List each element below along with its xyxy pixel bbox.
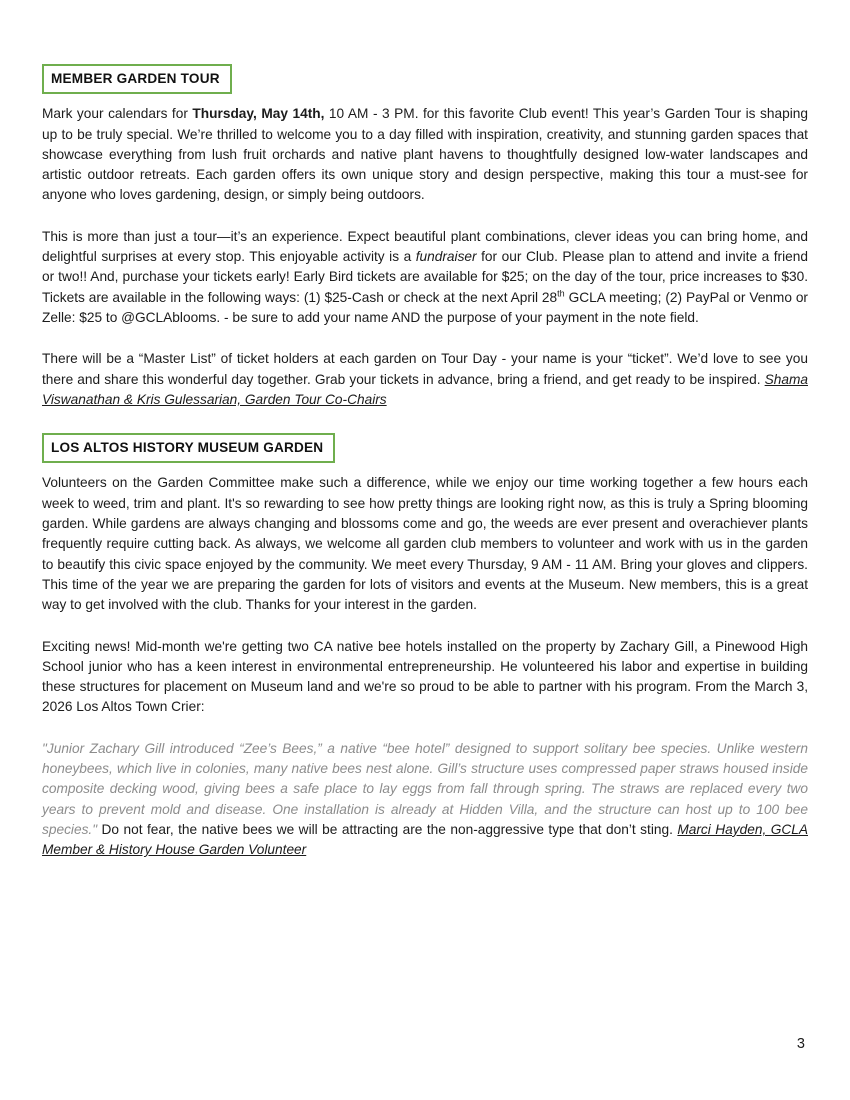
section-member-garden-tour <box>42 64 808 410</box>
text-run: "Junior Zachary Gill introduced “Zee’s Bees,” a native “bee hotel” designed to support solitary bee species. Unlike western honeybees, which live in colonies, many native bees nest alone. Gill’s structure uses compressed paper straws housed inside composite decking wood, giving bees a safe place to lay eggs from fall through spring. The straws are replaced every two years to prevent mold and disease. One installation is already at Hidden Villa, and the structure can host up to 100 bee species." <box>42 740 808 837</box>
text-run: for our Club. Please plan to attend and invite a friend or two!! And, purchase your tickets early! Early Bird tickets are available for $25; on the day of the tour, price increases to $30. Tickets are available in the following ways: (1) $25-Cash or check at the next April 28 <box>42 249 808 305</box>
text-run: fundraiser <box>415 249 477 265</box>
text-run: Volunteers on the Garden Committee make such a difference, while we enjoy our time working together a few hours each week to weed, trim and plant. It's so rewarding to see how pretty things are looking right now, as this is truly a Spring blooming garden. While gardens are always changing and blossoms come and go, the weeds are ever present and overachiever plants frequently require cutting back. As always, we welcome all garden club members to volunteer and work with us in the garden to beautify this civic space enjoyed by the community. We meet every Thursday, 9 AM - 11 AM. Bring your gloves and clippers. This time of the year we are preparing the garden for lots of visitors and events at the Museum. New members, this is a great way to get involved with the club. Thanks for your interest in the garden. <box>42 475 808 613</box>
paragraph-tour-masterlist <box>42 349 808 410</box>
section-header-box <box>42 433 335 463</box>
section-header-box <box>42 64 232 94</box>
text-run: GCLA meeting; (2) PayPal or Venmo or Zelle: $25 to @GCLAblooms. - be sure to add your name AND the purpose of your payment in the note field. <box>42 289 808 325</box>
text-run: This is more than just a tour—it’s an experience. Expect beautiful plant combinations, clever ideas you can bring home, and delightful surprises at every stop. This enjoyable activity is a <box>42 228 808 265</box>
section-los-altos-history-museum-garden <box>42 433 808 860</box>
paragraph-tour-tickets <box>42 227 808 328</box>
text-run: Mark your calendars for <box>42 106 193 122</box>
paragraph-museum-bee-hotels <box>42 637 808 718</box>
section-title: MEMBER GARDEN TOUR <box>51 71 220 86</box>
text-run: Do not fear, the native bees we will be attracting are the non-aggressive type that don’t sting. <box>101 821 678 837</box>
text-run: 10 AM - 3 PM. for this favorite Club event! This year’s Garden Tour is shaping up to be truly special. We’re thrilled to welcome you to a day filled with inspiration, creativity, and stunning garden spaces that showcase everything from lush fruit orchards and native plant havens to thoughtfully designed low-water landscapes and artistic outdoor retreats. Each garden offers its own unique story and design perspective, making this tour a must-see for anyone who loves gardening, design, or simply being outdoors. <box>42 106 808 203</box>
paragraph-tour-intro <box>42 104 808 205</box>
text-run: Shama Viswanathan & Kris Gulessarian, Garden Tour Co-Chairs <box>42 371 808 407</box>
section-title: LOS ALTOS HISTORY MUSEUM GARDEN <box>51 440 324 456</box>
paragraph-museum-quote <box>42 739 808 861</box>
page-number: 3 <box>796 1035 805 1052</box>
paragraph-museum-volunteers <box>42 473 808 615</box>
text-run: Thursday, May 14th, <box>192 106 325 122</box>
text-run: Exciting news! Mid-month we're getting two CA native bee hotels installed on the property by Zachary Gill, a Pinewood High School junior who has a keen interest in environmental entrepreneurship. He volunteered his labor and expertise in building these structures for placement on Museum land and we're so proud to be able to partner with his program. From the March 3, 2026 Los Altos Town Crier: <box>42 638 808 715</box>
text-run: th <box>557 288 565 299</box>
text-run: Marci Hayden, GCLA Member & History House Garden Volunteer <box>42 821 808 858</box>
text-run: There will be a “Master List” of ticket holders at each garden on Tour Day - your name is your “ticket”. We’d love to see you there and share this wonderful day together. Grab your tickets in advance, bring a friend, and get ready to be inspired. <box>42 351 808 387</box>
